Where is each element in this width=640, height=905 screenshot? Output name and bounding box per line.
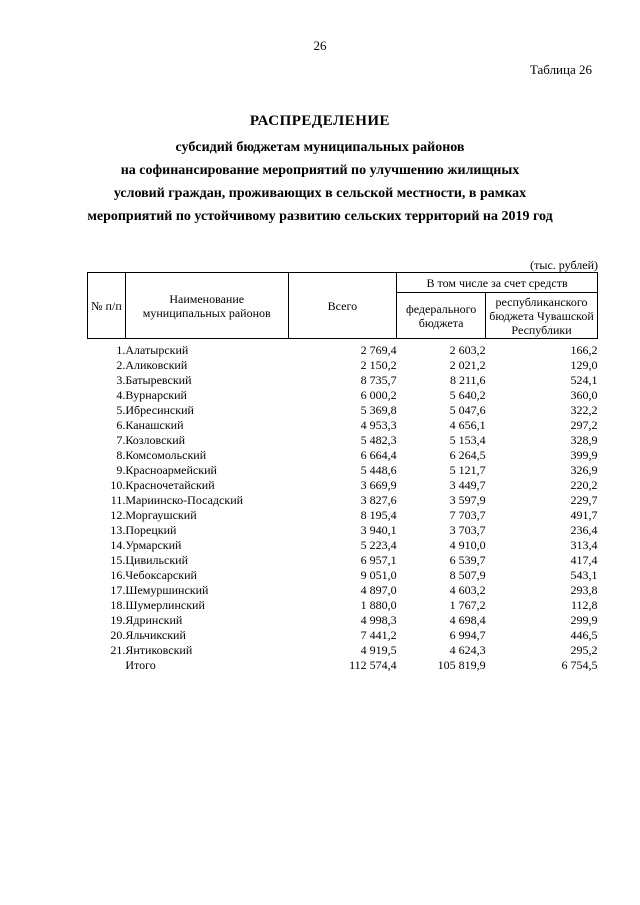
header-no: № п/п [88,273,126,339]
cell-total: 7 441,2 [360,628,397,642]
table-row [88,568,598,583]
cell-total: 5 448,6 [360,463,397,477]
table-row [88,643,598,658]
cell-total: 3 669,9 [360,478,397,492]
cell-name: Комсомольский [125,448,207,462]
cell-republic: 236,4 [570,523,598,537]
cell-federal: 3 703,7 [449,523,486,537]
table-row [88,339,598,359]
cell-name: Чебоксарский [125,568,197,582]
cell-name: Порецкий [125,523,177,537]
cell-total: 5 223,4 [360,538,397,552]
cell-name: Шумерлинский [125,598,205,612]
cell-name: Моргаушский [125,508,197,522]
table-label: Таблица 26 [529,62,592,77]
cell-federal: 5 640,2 [449,388,486,402]
cell-federal: 6 539,7 [449,553,486,567]
cell-federal: 4 603,2 [449,583,486,597]
table-row [88,613,598,628]
cell-no: 6. [116,418,126,432]
cell-no: 15. [110,553,126,567]
page-number: 26 [313,38,327,53]
cell-no [88,658,126,673]
cell-federal: 3 449,7 [449,478,486,492]
cell-republic: 112,8 [570,598,598,612]
cell-name: Ибресинский [125,403,194,417]
cell-no: 14. [110,538,126,552]
table-row [88,448,598,463]
cell-no: 10. [110,478,126,492]
cell-no: 20. [110,628,126,642]
table-row [88,523,598,538]
cell-total: 6 000,2 [360,388,397,402]
cell-federal: 4 624,3 [449,643,486,657]
table-row [88,388,598,403]
cell-republic: 299,9 [570,613,598,627]
cell-republic: 524,1 [570,373,598,387]
table-row [88,358,598,373]
cell-no: 8. [116,448,126,462]
total-cell-total: 112 574,4 [349,658,397,672]
cell-name: Канашский [125,418,184,432]
cell-federal: 8 211,6 [450,373,486,387]
cell-no: 4. [116,388,126,402]
title-line-3: условий граждан, проживающих в сельской местности, в рамках [113,186,527,201]
cell-republic: 417,4 [570,553,598,567]
total-cell-republic: 6 754,5 [561,658,598,672]
table-row [88,628,598,643]
cell-name: Алатырский [125,343,189,357]
cell-name: Мариинско-Посадский [125,493,244,507]
cell-total: 2 150,2 [360,358,397,372]
distribution-table [87,272,598,673]
table-row [88,598,598,613]
cell-federal: 7 703,7 [449,508,486,522]
table-row [88,403,598,418]
table-body [88,339,598,674]
table-row [88,463,598,478]
cell-no: 18. [110,598,126,612]
cell-total: 5 369,8 [360,403,397,417]
title-block [40,113,600,228]
cell-total: 2 769,4 [360,343,397,357]
table-row [88,538,598,553]
cell-total: 4 998,3 [360,613,397,627]
cell-republic: 220,2 [570,478,598,492]
table-row [88,583,598,598]
units-note: (тыс. рублей) [530,258,598,272]
cell-total: 6 957,1 [360,553,397,567]
cell-name: Ядринский [125,613,183,627]
cell-federal: 5 153,4 [449,433,486,447]
cell-republic: 322,2 [570,403,598,417]
cell-republic: 293,8 [570,583,598,597]
cell-federal: 5 121,7 [449,463,486,477]
cell-no: 3. [116,373,126,387]
cell-name: Аликовский [125,358,188,372]
header-group: В том числе за счет средств [397,273,598,293]
cell-no: 17. [110,583,126,597]
cell-name: Янтиковский [125,643,193,657]
cell-republic: 313,4 [570,538,598,552]
cell-federal: 4 910,0 [449,538,486,552]
cell-name: Вурнарский [125,388,187,402]
title-main: РАСПРЕДЕЛЕНИЕ [249,113,391,129]
header-name: Наименование муниципальных районов [125,273,288,339]
cell-no: 9. [116,463,126,477]
cell-no: 5. [116,403,126,417]
cell-republic: 399,9 [570,448,598,462]
title-line-2: на софинансирование мероприятий по улучшению жилищных [120,163,520,178]
total-cell-name: Итого [125,658,156,672]
cell-no: 2. [116,358,126,372]
cell-total: 1 880,0 [360,598,397,612]
cell-federal: 1 767,2 [449,598,486,612]
cell-no: 11. [110,493,126,507]
cell-total: 4 897,0 [360,583,397,597]
cell-federal: 4 656,1 [449,418,486,432]
cell-name: Яльчикский [125,628,186,642]
header-republic: республиканского бюджета Чувашской Республики [486,293,598,339]
cell-republic: 166,2 [570,343,598,357]
cell-name: Цивильский [125,553,188,567]
cell-federal: 6 264,5 [449,448,486,462]
cell-republic: 446,5 [570,628,598,642]
cell-republic: 491,7 [570,508,598,522]
cell-republic: 229,7 [570,493,598,507]
table-row [88,433,598,448]
cell-federal: 4 698,4 [449,613,486,627]
cell-name: Козловский [125,433,186,447]
table-row [88,418,598,433]
cell-no: 12. [110,508,126,522]
cell-no: 19. [110,613,126,627]
cell-no: 7. [116,433,126,447]
total-row [88,658,598,673]
table-row [88,508,598,523]
table-row [88,553,598,568]
cell-name: Урмарский [125,538,182,552]
table-row [88,373,598,388]
cell-federal: 2 603,2 [449,343,486,357]
cell-no: 1. [116,343,126,357]
cell-total: 3 940,1 [360,523,397,537]
cell-republic: 543,1 [570,568,598,582]
cell-no: 16. [110,568,126,582]
title-line-4: мероприятий по устойчивому развитию сельских территорий на 2019 год [87,209,553,224]
cell-total: 8 195,4 [360,508,397,522]
header-federal: федерального бюджета [397,293,486,339]
total-cell-federal: 105 819,9 [437,658,486,672]
cell-name: Батыревский [125,373,192,387]
cell-republic: 129,0 [570,358,598,372]
cell-federal: 3 597,9 [449,493,486,507]
cell-republic: 295,2 [570,643,598,657]
cell-total: 6 664,4 [360,448,397,462]
cell-republic: 326,9 [570,463,598,477]
title-line-1: субсидий бюджетам муниципальных районов [175,140,465,155]
cell-republic: 360,0 [570,388,598,402]
header-total: Всего [288,273,397,339]
cell-federal: 6 994,7 [449,628,486,642]
cell-total: 4 953,3 [360,418,397,432]
cell-no: 21. [110,643,126,657]
cell-name: Красночетайский [125,478,215,492]
cell-federal: 8 507,9 [449,568,486,582]
cell-republic: 328,9 [570,433,598,447]
cell-federal: 5 047,6 [449,403,486,417]
cell-republic: 297,2 [570,418,598,432]
cell-total: 8 735,7 [360,373,397,387]
cell-total: 4 919,5 [360,643,397,657]
cell-name: Красноармейский [125,463,217,477]
cell-total: 3 827,6 [360,493,397,507]
cell-name: Шемуршинский [125,583,209,597]
cell-total: 5 482,3 [360,433,397,447]
table-row [88,478,598,493]
cell-federal: 2 021,2 [449,358,486,372]
cell-no: 13. [110,523,126,537]
cell-total: 9 051,0 [360,568,397,582]
table-row [88,493,598,508]
